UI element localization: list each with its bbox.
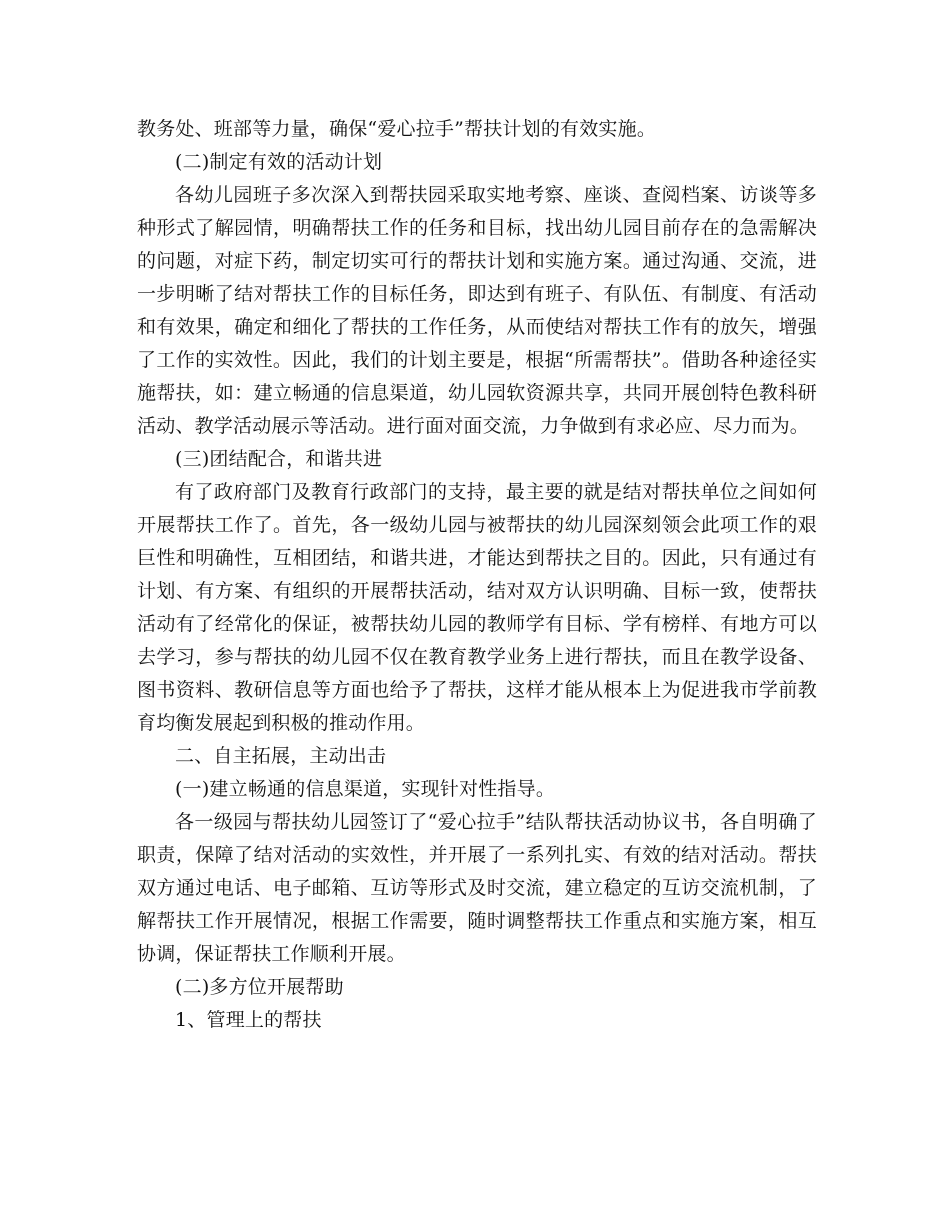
section-heading: (二)制定有效的活动计划 [175, 151, 383, 173]
paragraph-continuation: 教务处、班部等力量，确保“爱心拉手”帮扶计划的有效实施。 [137, 118, 657, 140]
section-heading: (二)多方位开展帮助 [175, 976, 344, 998]
document-body [137, 113, 817, 1037]
paragraph: 各一级园与帮扶幼儿园签订了“爱心拉手”结队帮扶活动协议书，各自明确了职责，保障了结对活动的实效性，并开展了一系列扎实、有效的结对活动。帮扶双方通过电话、电子邮箱、互访等形式及时交流，建立稳定的互访交流机制，了解帮扶工作开展情况，根据工作需要，随时调整帮扶工作重点和实施方案，相互协调，保证帮扶工作顺利开展。 [137, 811, 817, 965]
section-heading: 二、自主拓展，主动出击 [175, 745, 387, 767]
section-heading: 1、管理上的帮扶 [175, 1009, 322, 1031]
paragraph: 有了政府部门及教育行政部门的支持，最主要的就是结对帮扶单位之间如何开展帮扶工作了。首先，各一级幼儿园与被帮扶的幼儿园深刻领会此项工作的艰巨性和明确性，互相团结，和谐共进，才能达到帮扶之目的。因此，只有通过有计划、有方案、有组织的开展帮扶活动，结对双方认识明确、目标一致，使帮扶活动有了经常化的保证，被帮扶幼儿园的教师学有目标、学有榜样、有地方可以去学习，参与帮扶的幼儿园不仅在教育教学业务上进行帮扶，而且在教学设备、图书资料、教研信息等方面也给予了帮扶，这样才能从根本上为促进我市学前教育均衡发展起到积极的推动作用。 [137, 481, 817, 734]
section-heading: (三)团结配合，和谐共进 [175, 448, 383, 470]
paragraph: 各幼儿园班子多次深入到帮扶园采取实地考察、座谈、查阅档案、访谈等多种形式了解园情，明确帮扶工作的任务和目标，找出幼儿园目前存在的急需解决的问题，对症下药，制定切实可行的帮扶计划和实施方案。通过沟通、交流，进一步明晰了结对帮扶工作的目标任务，即达到有班子、有队伍、有制度、有活动和有效果，确定和细化了帮扶的工作任务，从而使结对帮扶工作有的放矢，增强了工作的实效性。因此，我们的计划主要是，根据“所需帮扶”。借助各种途径实施帮扶，如：建立畅通的信息渠道，幼儿园软资源共享，共同开展创特色教科研活动、教学活动展示等活动。进行面对面交流，力争做到有求必应、尽力而为。 [137, 184, 817, 437]
section-heading: (一)建立畅通的信息渠道，实现针对性指导。 [175, 778, 556, 800]
